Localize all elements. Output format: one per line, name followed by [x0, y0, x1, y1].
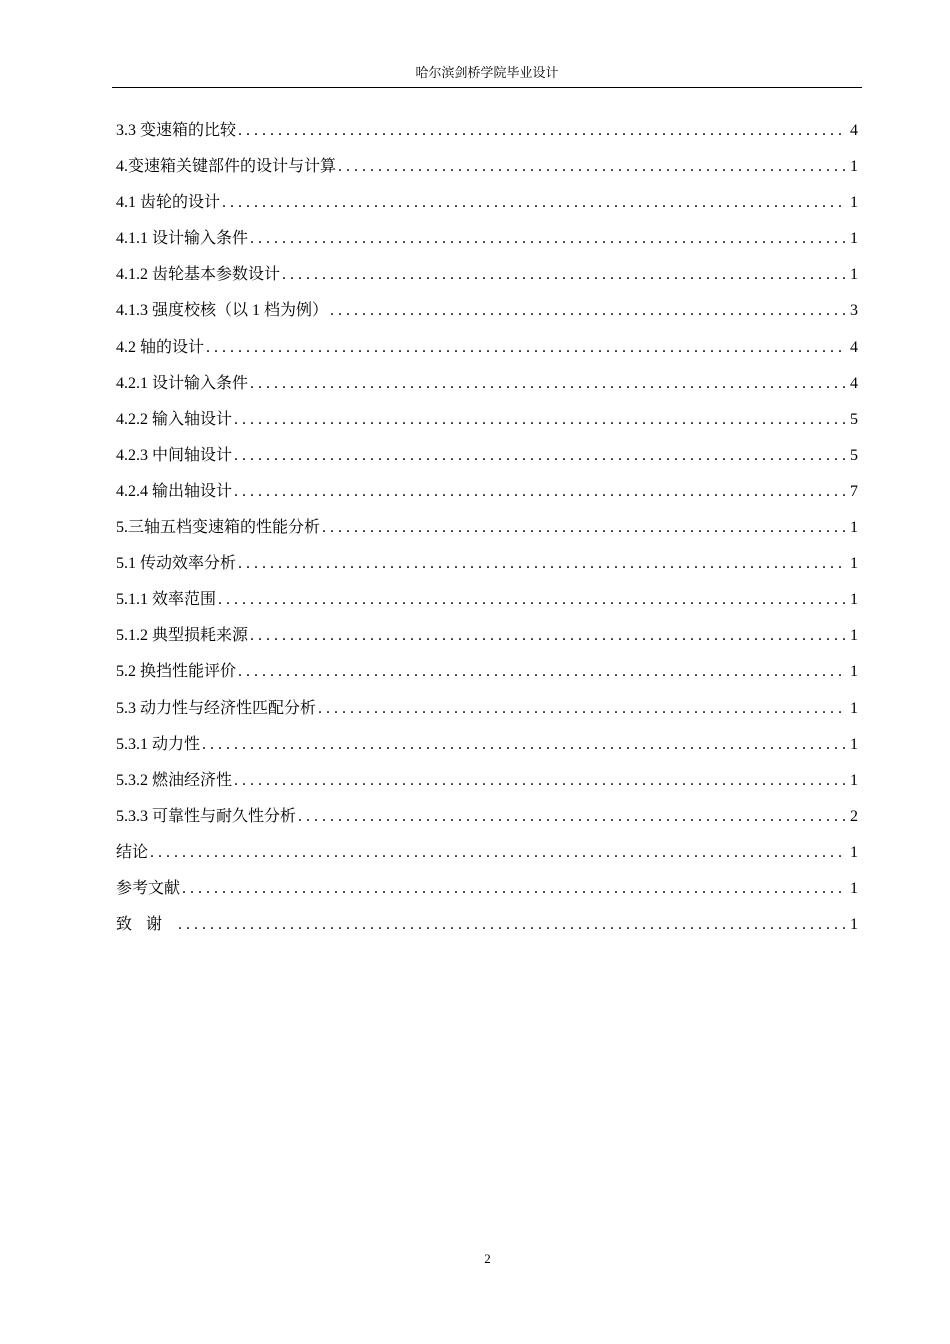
toc-dot-leader — [222, 190, 846, 216]
toc-entry[interactable] — [116, 190, 858, 226]
toc-entry-page: 1 — [850, 194, 858, 212]
toc-entry[interactable] — [116, 732, 858, 768]
toc-entry-page: 1 — [850, 699, 858, 717]
toc-dot-leader — [250, 623, 846, 649]
toc-entry-page: 5 — [850, 410, 858, 428]
toc-entry[interactable] — [116, 768, 858, 804]
toc-entry-page: 1 — [850, 627, 858, 645]
toc-entry-page: 1 — [850, 879, 858, 897]
toc-entry-page: 1 — [850, 843, 858, 861]
toc-entry[interactable] — [116, 118, 858, 154]
toc-entry-page: 1 — [850, 916, 858, 934]
toc-entry-page: 1 — [850, 663, 858, 681]
toc-entry-title: 4.1 齿轮的设计 — [116, 194, 221, 212]
toc-entry-page: 4 — [850, 338, 858, 356]
toc-entry[interactable] — [116, 840, 858, 876]
toc-entry-page: 1 — [850, 519, 858, 537]
toc-entry-title: 5.1.2 典型损耗来源 — [116, 627, 249, 645]
toc-dot-leader — [238, 118, 846, 144]
toc-entry[interactable] — [116, 551, 858, 587]
toc-entry-page: 7 — [850, 482, 858, 500]
toc-entry[interactable] — [116, 659, 858, 695]
toc-entry-title: 4.2.3 中间轴设计 — [116, 446, 233, 464]
toc-entry-page: 4 — [850, 374, 858, 392]
toc-entry-title: 5.1 传动效率分析 — [116, 555, 237, 573]
toc-dot-leader — [234, 443, 846, 469]
toc-entry-title: 5.1.1 效率范围 — [116, 591, 217, 609]
toc-entry-title: 结论 — [116, 843, 149, 861]
toc-entry-page: 1 — [850, 735, 858, 753]
toc-dot-leader — [250, 371, 846, 397]
toc-dot-leader — [282, 262, 846, 288]
toc-entry[interactable] — [116, 298, 858, 334]
toc-entry-title: 4.1.2 齿轮基本参数设计 — [116, 266, 281, 284]
toc-dot-leader — [298, 804, 846, 830]
toc-entry-title: 5.3.3 可靠性与耐久性分析 — [116, 807, 297, 825]
toc-entry-title: 致谢 — [116, 916, 177, 934]
toc-entry[interactable] — [116, 154, 858, 190]
toc-dot-leader — [234, 407, 846, 433]
toc-entry[interactable] — [116, 479, 858, 515]
toc-dot-leader — [206, 335, 846, 361]
toc-entry-page: 1 — [850, 158, 858, 176]
toc-dot-leader — [318, 696, 846, 722]
toc-dot-leader — [250, 226, 846, 252]
toc-dot-leader — [202, 732, 846, 758]
table-of-contents — [116, 118, 858, 948]
toc-entry-title: 4.2.4 输出轴设计 — [116, 482, 233, 500]
toc-entry-title: 4.变速箱关键部件的设计与计算 — [116, 158, 337, 176]
toc-entry-page: 1 — [850, 771, 858, 789]
toc-dot-leader — [338, 154, 846, 180]
toc-entry-title: 参考文献 — [116, 879, 181, 897]
toc-entry-page: 5 — [850, 446, 858, 464]
toc-entry[interactable] — [116, 443, 858, 479]
toc-entry-title: 5.3 动力性与经济性匹配分析 — [116, 699, 317, 717]
toc-dot-leader — [234, 479, 846, 505]
toc-dot-leader — [178, 912, 846, 938]
toc-dot-leader — [238, 551, 846, 577]
toc-entry[interactable] — [116, 515, 858, 551]
toc-entry[interactable] — [116, 587, 858, 623]
toc-entry-page: 1 — [850, 230, 858, 248]
toc-entry-page: 3 — [850, 302, 858, 320]
toc-dot-leader — [330, 298, 846, 324]
toc-entry-title: 5.3.1 动力性 — [116, 735, 201, 753]
toc-entry-title: 4.2 轴的设计 — [116, 338, 205, 356]
toc-entry[interactable] — [116, 335, 858, 371]
toc-entry[interactable] — [116, 804, 858, 840]
toc-entry[interactable] — [116, 623, 858, 659]
toc-entry-page: 1 — [850, 591, 858, 609]
page-number: 2 — [484, 1251, 491, 1266]
toc-entry-title: 5.2 换挡性能评价 — [116, 663, 237, 681]
toc-entry-title: 5.3.2 燃油经济性 — [116, 771, 233, 789]
toc-dot-leader — [238, 659, 846, 685]
toc-dot-leader — [322, 515, 846, 541]
toc-entry[interactable] — [116, 226, 858, 262]
toc-entry-title: 3.3 变速箱的比较 — [116, 122, 237, 139]
toc-entry-page: 1 — [850, 266, 858, 284]
toc-entry-page: 2 — [850, 807, 858, 825]
toc-entry-page: 4 — [850, 122, 858, 139]
toc-dot-leader — [182, 876, 846, 902]
toc-dot-leader — [218, 587, 846, 613]
page-header: 哈尔滨剑桥学院毕业设计 — [415, 65, 559, 80]
header-divider — [112, 87, 862, 88]
toc-entry-title: 4.2.2 输入轴设计 — [116, 410, 233, 428]
toc-entry-title: 5.三轴五档变速箱的性能分析 — [116, 519, 321, 537]
toc-dot-leader — [150, 840, 846, 866]
toc-entry[interactable] — [116, 407, 858, 443]
toc-entry-page: 1 — [850, 555, 858, 573]
toc-entry[interactable] — [116, 696, 858, 732]
toc-entry-title: 4.1.1 设计输入条件 — [116, 230, 249, 248]
toc-dot-leader — [234, 768, 846, 794]
toc-entry[interactable] — [116, 371, 858, 407]
toc-entry[interactable] — [116, 912, 858, 948]
toc-entry[interactable] — [116, 262, 858, 298]
toc-entry-title: 4.1.3 强度校核（以 1 档为例） — [116, 302, 329, 320]
toc-entry-title: 4.2.1 设计输入条件 — [116, 374, 249, 392]
toc-entry[interactable] — [116, 876, 858, 912]
